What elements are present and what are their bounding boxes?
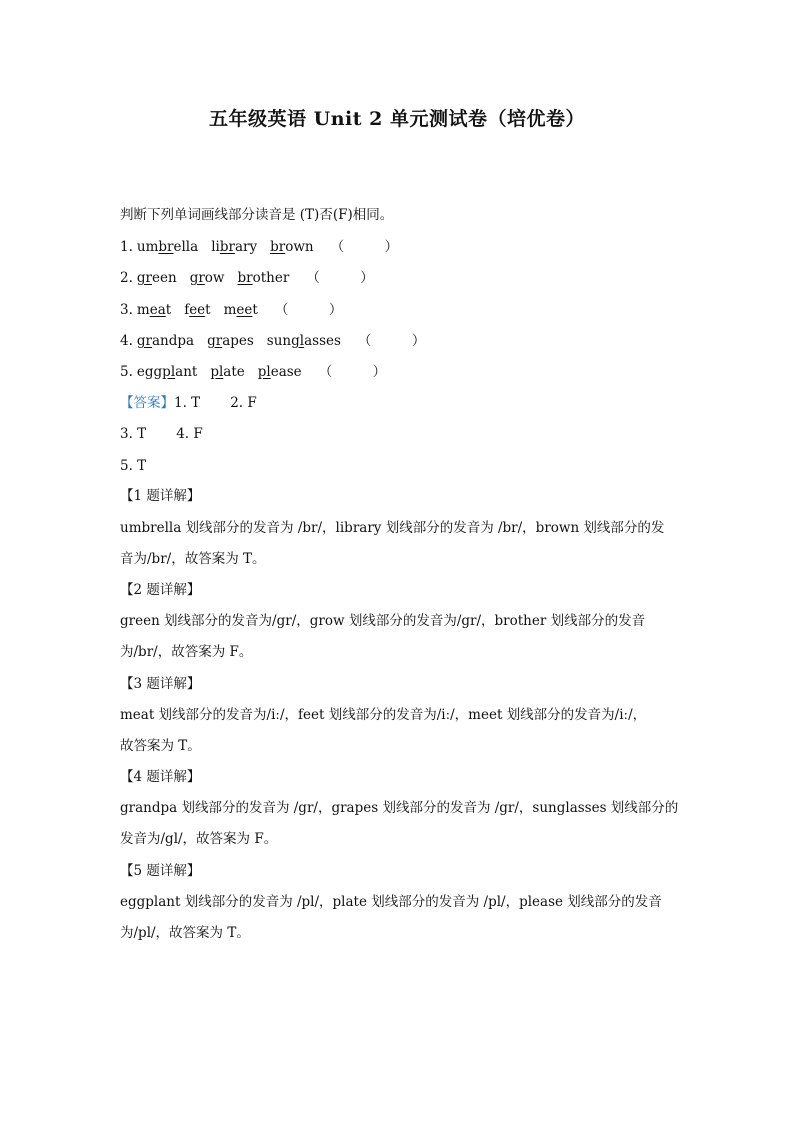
word-part-pre: m — [136, 302, 150, 318]
word-part-post: andpa — [152, 333, 195, 349]
word-part-post: t — [252, 302, 258, 318]
question-number: 3. — [120, 302, 133, 318]
answer-row-1 — [120, 394, 287, 412]
word-part-post: ant — [175, 364, 198, 380]
detail-text: green 划线部分的发音为/gr/，grow 划线部分的发音为/gr/，brother 划线部分的发音 — [120, 613, 646, 629]
answer-row-2 — [120, 425, 233, 443]
detail-text: 音为/br/，故答案为 T。 — [120, 551, 266, 567]
question-1 — [120, 238, 398, 256]
question-2 — [120, 269, 374, 287]
word-part-underlined: pl — [257, 364, 271, 380]
question-number: 4. — [120, 333, 133, 349]
answer-label: 【答案】 — [120, 395, 174, 411]
question-word — [137, 363, 197, 381]
question-word — [258, 363, 302, 381]
word-part-underlined: gr — [136, 333, 152, 349]
word-part-underlined: ea — [149, 302, 166, 318]
question-word — [237, 269, 289, 287]
word-part-pre: sun — [266, 333, 292, 349]
answer-blank[interactable]: （ ） — [357, 333, 426, 349]
word-part-underlined: br — [270, 239, 286, 255]
word-part-underlined: ee — [236, 302, 253, 318]
question-word — [270, 238, 314, 256]
detail-heading: 【5 题详解】 — [120, 863, 201, 879]
detail-text: meat 划线部分的发音为/iː/，feet 划线部分的发音为/iː/，meet 划线部分的发音为/iː/， — [120, 707, 647, 723]
word-part-underlined: pl — [162, 364, 176, 380]
detail-text: 为/br/，故答案为 F。 — [120, 644, 253, 660]
word-part-post: asses — [304, 333, 341, 349]
answer-item: 4. F — [176, 426, 203, 442]
detail-heading: 【2 题详解】 — [120, 582, 201, 598]
question-word — [184, 301, 210, 319]
word-part-post: ate — [223, 364, 245, 380]
word-part-post: ella — [173, 239, 199, 255]
question-word — [137, 301, 171, 319]
word-part-post: t — [205, 302, 211, 318]
word-part-post: own — [285, 239, 314, 255]
word-part-post: other — [252, 270, 290, 286]
question-word — [207, 332, 254, 350]
word-part-post: ow — [204, 270, 225, 286]
question-word — [137, 238, 198, 256]
answer-row-3 — [120, 457, 176, 475]
word-part-underlined: gr — [207, 333, 223, 349]
question-word — [267, 332, 341, 350]
answer-item: 3. T — [120, 426, 147, 442]
word-part-post: ease — [270, 364, 302, 380]
question-word — [137, 332, 194, 350]
page-title: 五年级英语 Unit 2 单元测试卷（培优卷） — [209, 108, 585, 130]
word-part-pre: m — [223, 302, 237, 318]
answer-item: 2. F — [230, 395, 257, 411]
detail-text: 为/pl/，故答案为 T。 — [120, 925, 250, 941]
word-part-post: t — [165, 302, 172, 318]
detail-text: 故答案为 T。 — [120, 738, 201, 754]
detail-text: umbrella 划线部分的发音为 /br/，library 划线部分的发音为 /br/，brown 划线部分的发 — [120, 520, 665, 536]
word-part-underlined: pl — [210, 364, 224, 380]
detail-heading: 【1 题详解】 — [120, 488, 201, 504]
question-word — [210, 363, 244, 381]
detail-text: grandpa 划线部分的发音为 /gr/，grapes 划线部分的发音为 /gr/，sunglasses 划线部分的 — [120, 800, 679, 816]
question-number: 5. — [120, 364, 133, 380]
word-part-post: apes — [222, 333, 254, 349]
word-part-post: ary — [234, 239, 258, 255]
detail-text: eggplant 划线部分的发音为 /pl/，plate 划线部分的发音为 /pl/，please 划线部分的发音 — [120, 894, 662, 910]
detail-heading: 【4 题详解】 — [120, 769, 201, 785]
answer-item: 1. T — [174, 395, 201, 411]
word-part-underlined: br — [237, 270, 253, 286]
question-3 — [120, 301, 342, 319]
question-4 — [120, 332, 425, 350]
answer-blank[interactable]: （ ） — [306, 270, 374, 286]
word-part-underlined: gr — [189, 270, 205, 286]
word-part-pre: egg — [136, 364, 163, 380]
word-part-underlined: br — [219, 239, 235, 255]
question-word — [137, 269, 177, 287]
answer-blank[interactable]: （ ） — [330, 239, 399, 255]
answer-blank[interactable]: （ ） — [274, 302, 343, 318]
word-part-pre: f — [184, 302, 190, 318]
question-number: 2. — [120, 270, 133, 286]
detail-text: 发音为/gl/，故答案为 F。 — [120, 831, 278, 847]
instruction: 判断下列单词画线部分读音是 (T)否(F)相同。 — [120, 207, 394, 223]
word-part-underlined: ee — [189, 302, 206, 318]
word-part-underlined: gl — [291, 333, 305, 349]
word-part-post: een — [152, 270, 177, 286]
question-number: 1. — [120, 239, 133, 255]
detail-heading: 【3 题详解】 — [120, 676, 201, 692]
question-word — [224, 301, 258, 319]
question-word — [211, 238, 257, 256]
word-part-underlined: br — [158, 239, 174, 255]
word-part-pre: um — [136, 239, 159, 255]
word-part-underlined: gr — [136, 270, 152, 286]
question-5 — [120, 363, 386, 381]
word-part-pre: li — [211, 239, 220, 255]
answer-item: 5. T — [120, 458, 147, 474]
question-word — [190, 269, 225, 287]
answer-blank[interactable]: （ ） — [318, 364, 387, 380]
